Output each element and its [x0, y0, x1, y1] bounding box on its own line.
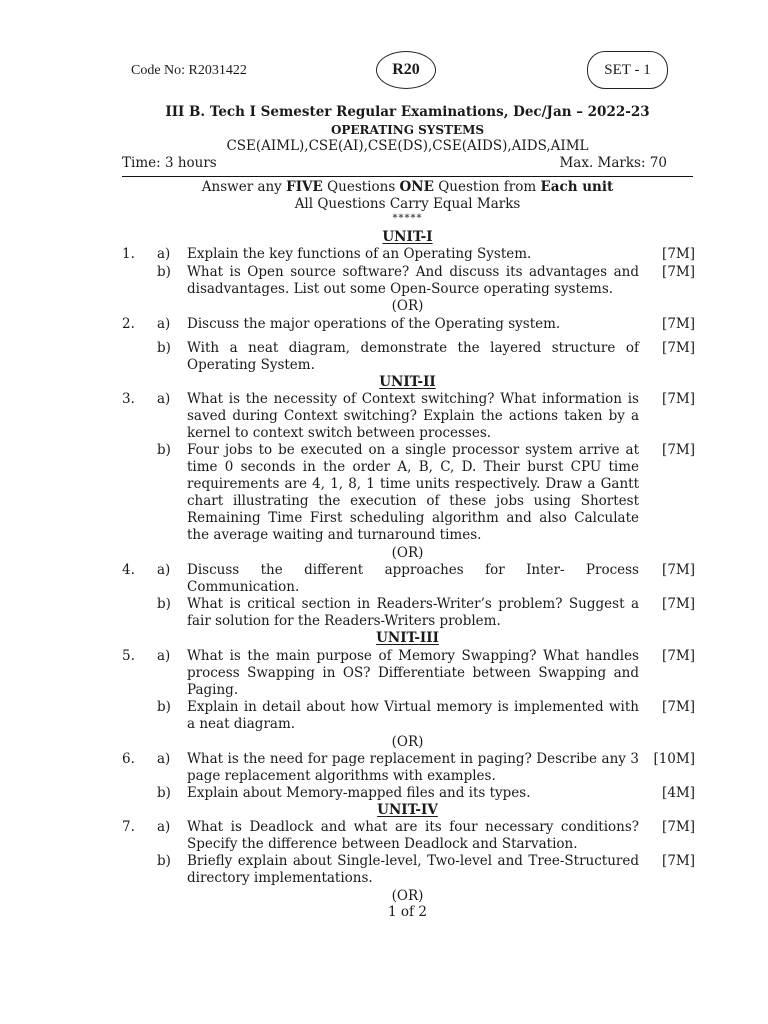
question-text: What is the main purpose of Memory Swapping? What handles process Swapping in OS? Differentiate between Swapping and Paging.: [187, 648, 639, 698]
instr-text-2: Questions: [322, 179, 400, 195]
question-marks: [7M]: [662, 442, 695, 458]
question-2a: [0, 316, 768, 332]
question-number: 7.: [122, 819, 135, 835]
question-4a: [0, 562, 768, 595]
unit-heading-1: [122, 229, 693, 245]
question-number: 4.: [122, 562, 135, 578]
question-part: b): [157, 853, 171, 869]
instr-each-unit: Each unit: [540, 179, 614, 195]
instr-five: FIVE: [286, 179, 323, 195]
question-3a: [0, 391, 768, 441]
question-marks: [4M]: [662, 785, 695, 801]
question-7a: [0, 819, 768, 852]
question-text: What is the necessity of Context switching? What information is saved during Context switching? Explain the actions taken by a kernel to context switch between processes.: [187, 391, 639, 441]
question-part: b): [157, 596, 171, 612]
header-divider: [122, 176, 693, 177]
question-number: 5.: [122, 648, 135, 664]
question-text: What is Open source software? And discuss its advantages and disadvantages. List out some Open-Source operating systems.: [187, 264, 639, 297]
question-marks: [7M]: [662, 819, 695, 835]
question-text: Explain the key functions of an Operating System.: [187, 246, 532, 262]
question-2b: [0, 340, 768, 373]
time-label: Time: 3 hours: [122, 155, 217, 171]
question-text: What is Deadlock and what are its four necessary conditions? Specify the difference between Deadlock and Starvation.: [187, 819, 639, 852]
question-text: Discuss the different approaches for Inter- Process Communication.: [187, 562, 639, 595]
unit-heading-text: UNIT-III: [376, 630, 439, 646]
question-marks: [7M]: [662, 853, 695, 869]
question-text: Explain in detail about how Virtual memory is implemented with a neat diagram.: [187, 699, 639, 732]
question-part: a): [157, 391, 171, 407]
question-part: b): [157, 264, 171, 280]
question-part: a): [157, 562, 171, 578]
question-text: Four jobs to be executed on a single processor system arrive at time 0 seconds in the order A, B, C, D. Their burst CPU time requirements are 4, 1, 8, 1 time units respectively. Draw a Gantt chart illustrating the execution of these jobs using Shortest Remaining Time First scheduling algorithm and also Calculate the average waiting and turnaround times.: [187, 442, 639, 543]
question-number: 2.: [122, 316, 135, 332]
question-marks: [7M]: [662, 562, 695, 578]
stars-separator: *****: [392, 213, 423, 224]
code-number: Code No: R2031422: [131, 63, 247, 78]
exam-title: III B. Tech I Semester Regular Examinations, Dec/Jan – 2022-23: [165, 104, 650, 120]
question-part: b): [157, 785, 171, 801]
max-marks-label: Max. Marks: 70: [559, 155, 667, 171]
question-6b: [0, 785, 768, 801]
or-separator: (OR): [391, 545, 424, 561]
question-3b: [0, 442, 768, 543]
question-5b: [0, 699, 768, 732]
question-marks: [7M]: [662, 246, 695, 262]
unit-heading-4: [122, 802, 693, 818]
or-separator: (OR): [391, 888, 424, 904]
regulation-badge: R20: [376, 51, 436, 89]
question-1a: [0, 246, 768, 262]
question-part: b): [157, 699, 171, 715]
question-marks: [7M]: [662, 648, 695, 664]
question-6a: [0, 751, 768, 784]
question-part: a): [157, 246, 171, 262]
question-text: Discuss the major operations of the Operating system.: [187, 316, 561, 332]
question-1b: [0, 264, 768, 297]
unit-heading-text: UNIT-I: [382, 229, 433, 245]
question-marks: [7M]: [662, 340, 695, 356]
question-text: With a neat diagram, demonstrate the layered structure of Operating System.: [187, 340, 639, 373]
unit-heading-3: [122, 630, 693, 646]
question-number: 3.: [122, 391, 135, 407]
question-text: What is critical section in Readers-Writer’s problem? Suggest a fair solution for the Readers-Writers problem.: [187, 596, 639, 629]
question-number: 1.: [122, 246, 135, 262]
or-separator: (OR): [391, 734, 424, 750]
question-marks: [7M]: [662, 391, 695, 407]
question-part: b): [157, 442, 171, 458]
unit-heading-2: [122, 374, 693, 390]
unit-heading-text: UNIT-IV: [377, 802, 438, 818]
question-number: 6.: [122, 751, 135, 767]
question-5a: [0, 648, 768, 698]
question-part: a): [157, 648, 171, 664]
unit-heading-text: UNIT-II: [379, 374, 436, 390]
question-marks: [7M]: [662, 596, 695, 612]
question-marks: [7M]: [662, 316, 695, 332]
or-separator: (OR): [391, 298, 424, 314]
equal-marks-line: All Questions Carry Equal Marks: [294, 196, 521, 212]
question-marks: [10M]: [653, 751, 695, 767]
question-4b: [0, 596, 768, 629]
question-marks: [7M]: [662, 699, 695, 715]
instructions-line: [122, 179, 693, 195]
subject-title: OPERATING SYSTEMS: [330, 123, 485, 137]
question-text: What is the need for page replacement in paging? Describe any 3 page replacement algorithms with examples.: [187, 751, 639, 784]
question-part: a): [157, 316, 171, 332]
set-badge: SET - 1: [587, 51, 668, 89]
instr-text-3: Question from: [433, 179, 541, 195]
question-part: a): [157, 819, 171, 835]
page-number: 1 of 2: [388, 904, 427, 920]
branches-line: CSE(AIML),CSE(AI),CSE(DS),CSE(AIDS),AIDS,AIML: [226, 138, 589, 154]
instr-text-1: Answer any: [201, 179, 287, 195]
question-part: a): [157, 751, 171, 767]
instr-one: ONE: [399, 179, 434, 195]
question-7b: [0, 853, 768, 886]
question-part: b): [157, 340, 171, 356]
question-text: Briefly explain about Single-level, Two-level and Tree-Structured directory implementations.: [187, 853, 639, 886]
question-marks: [7M]: [662, 264, 695, 280]
question-text: Explain about Memory-mapped files and its types.: [187, 785, 531, 801]
